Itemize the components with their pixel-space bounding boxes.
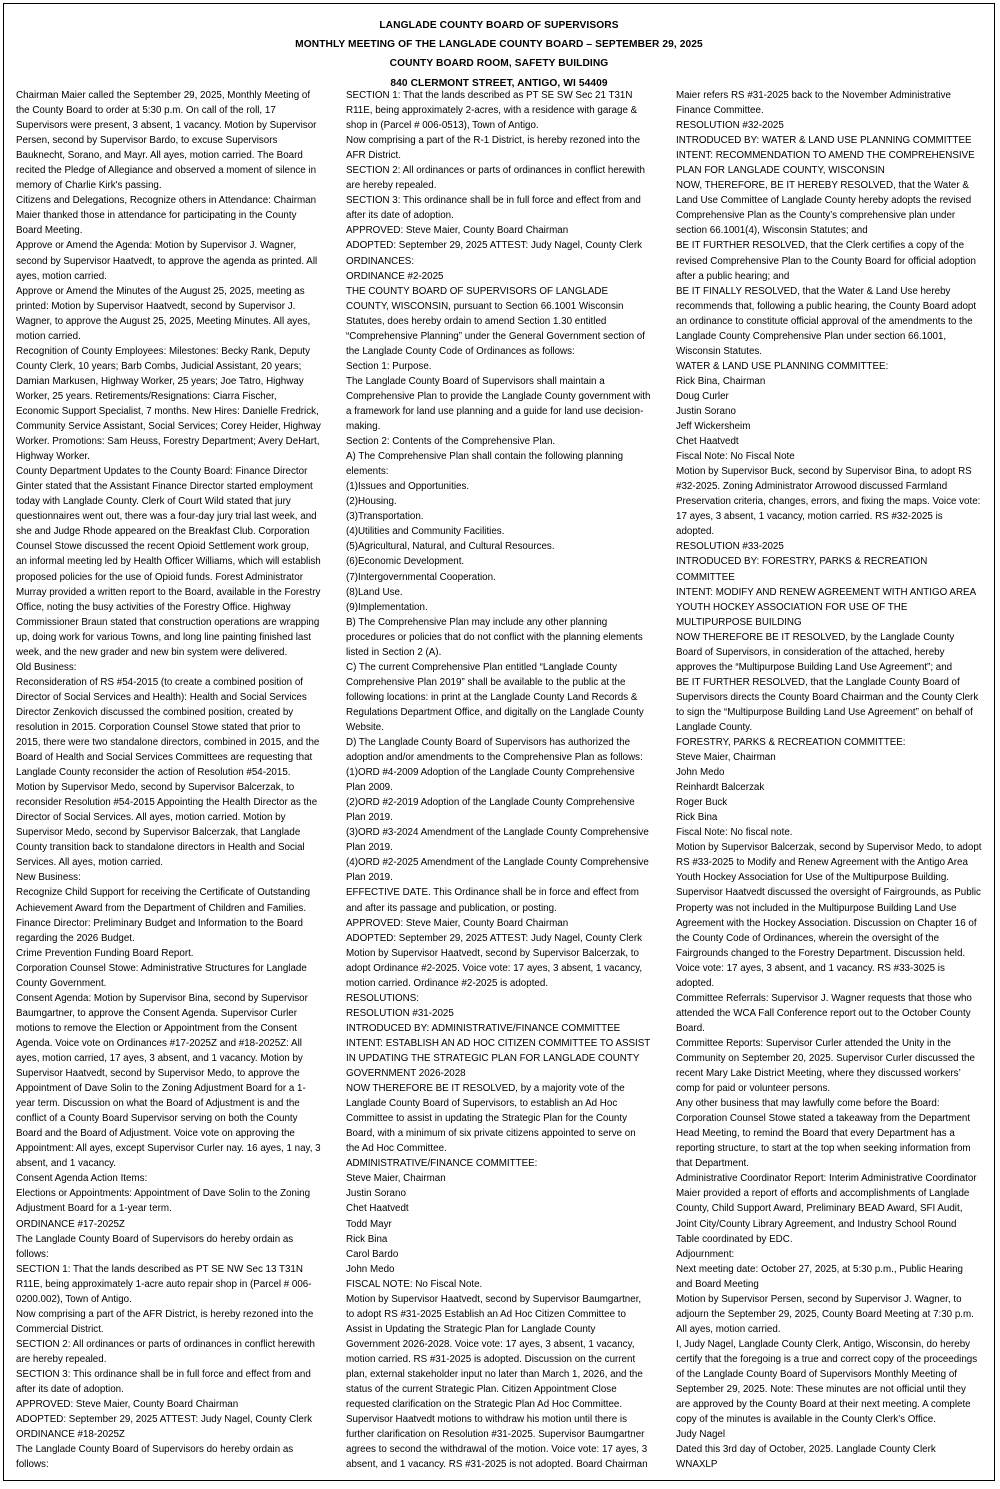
header-line-room: COUNTY BOARD ROOM, SAFETY BUILDING — [389, 58, 609, 70]
minutes-paragraph: Doug Curler — [676, 390, 729, 402]
minutes-paragraph: The Langlade County Board of Supervisors do hereby ordain as follows: — [16, 1444, 294, 1471]
minutes-paragraph: INTENT: ESTABLISH AN AD HOC CITIZEN COMMITTEE TO ASSIST IN UPDATING THE STRATEGIC PLAN FOR LANGLADE COUNTY GOVERNMENT 2026-2028 — [346, 1037, 651, 1080]
minutes-paragraph: (7)Intergovernmental Cooperation. — [346, 571, 496, 583]
minutes-paragraph: Chet Haatvedt — [346, 1203, 409, 1215]
minutes-paragraph: Section 1: Purpose. — [346, 360, 432, 372]
minutes-paragraph: (3)Transportation. — [346, 511, 424, 523]
minutes-paragraph: RESOLUTIONS: — [346, 992, 419, 1004]
minutes-paragraph: Corporation Counsel Stowe: Administrative Structures for Langlade County Government. — [16, 962, 307, 989]
minutes-paragraph: Steve Maier, Chairman — [346, 1173, 446, 1185]
minutes-paragraph: Motion by Supervisor Balcerzak, second by Supervisor Medo, to adopt RS #33-2025 to Modify and Renew Agreement with the Antigo Area Youth Hockey Association for Use of the Multipurpose Building. Supervisor Haatvedt discussed the oversight of Fairgrounds, as Public Property was not included in the Multipurpose Building Land Use Agreement with the Hockey Association. Discussion on Chapter 16 of the County Code of Ordinances, wherein the oversight of the Fairgrounds changed to the Forestry Department. Discussion held. Voice vote: 17 ayes, 3 absent, and 1 vacancy. RS #33-3025 is adopted. — [676, 842, 982, 989]
minutes-paragraph: John Medo — [346, 1263, 395, 1275]
minutes-paragraph: Adjournment: — [676, 1248, 735, 1260]
minutes-paragraph: ADMINISTRATIVE/FINANCE COMMITTEE: — [346, 1158, 538, 1170]
minutes-paragraph: BE IT FURTHER RESOLVED, that the Clerk certifies a copy of the revised Comprehensive Plan to the County Board for official adoption after a public hearing; and — [676, 240, 976, 282]
minutes-paragraph: Consent Agenda: Motion by Supervisor Bina, second by Supervisor Baumgartner, to approve the Consent Agenda. Supervisor Curler motions to remove the Election or Appointment from the Consent Agenda. Voice vote on Ordinances #17-2025Z and #18-2025Z: All ayes, motion carried, 17 ayes, 3 absent, and 1 vacancy. Motion by Supervisor Haatvedt, second by Supervisor Medo, to approve the Appointment of Dave Solin to the Zoning Adjustment Board for a 1-year term. Discussion on what the Board of Adjustment is and the conflict of a County Board Supervisor serving on both the County Board and the Board of Adjustment. Voice vote on approving the Appointment: All ayes, except Supervisor Curler nay. 16 ayes, 1 nay, 3 absent, and 1 vacancy. — [16, 992, 321, 1170]
minutes-paragraph: Reconsideration of RS #54-2015 (to create a combined position of Director of Social Services and Health): Health and Social Services Director Zenkovich discussed the combined position, created by resolution in 2015. Corporation Counsel Stowe stated that prior to 2015, there were two standalone directors, combined in 2015, and the Board of Health and Social Services Committees are requesting that Langlade County reconsider the action of Resolution #54-2015. Motion by Supervisor Medo, second by Supervisor Balcerzak, to reconsider Resolution #54-2015 Appointing the Health Director as the Director of Social Services. All ayes, motion carried. Motion by Supervisor Medo, second by Supervisor Balcerzak, that Langlade County transition back to standalone directors in Health and Social Services. All ayes, motion carried. — [16, 676, 320, 869]
minutes-paragraph: SECTION 3: This ordinance shall be in full force and effect from and after its date of adoption. — [16, 1368, 311, 1396]
minutes-paragraph: INTENT: MODIFY AND RENEW AGREEMENT WITH ANTIGO AREA YOUTH HOCKEY ASSOCIATION FOR USE OF THE MULTIPURPOSE BUILDING — [676, 586, 976, 628]
minutes-paragraph: The Langlade County Board of Supervisors do hereby ordain as follows: — [16, 1233, 294, 1260]
minutes-paragraph: INTENT: RECOMMENDATION TO AMEND THE COMPREHENSIVE PLAN FOR LANGLADE COUNTY, WISCONSIN — [676, 150, 975, 177]
minutes-paragraph: INTRODUCED BY: FORESTRY, PARKS & RECREATION COMMITTEE — [676, 556, 928, 583]
header-line-meeting: MONTHLY MEETING OF THE LANGLADE COUNTY BOARD – SEPTEMBER 29, 2025 — [295, 39, 703, 51]
minutes-paragraph: Approve or Amend the Minutes of the August 25, 2025, meeting as printed: Motion by Supervisor Haatvedt, second by Supervisor J. Wagner, to approve the August 25, 2025, Meeting Minutes. All ayes, motion carried. — [16, 285, 311, 342]
minutes-paragraph: SECTION 1: That the lands described as PT SE NW Sec 13 T31N R11E, being approximately 1-acre auto repair shop in (Parcel # 006-0200.002), Town of Antigo. — [16, 1263, 312, 1305]
minutes-paragraph: ADOPTED: September 29, 2025 ATTEST: Judy Nagel, County Clerk — [346, 932, 643, 944]
minutes-paragraph: Justin Sorano — [346, 1188, 406, 1200]
minutes-paragraph: (2)Housing. — [346, 496, 397, 508]
minutes-paragraph: NOW, THEREFORE, BE IT HEREBY RESOLVED, that the Water & Land Use Committee of Langlade County hereby adopts the revised Comprehensive Plan as the County’s comprehensive plan under section 66.1001(4), Wisconsin Statutes; and — [676, 180, 972, 237]
minutes-paragraph: Chairman Maier called the September 29, 2025, Monthly Meeting of the County Board to order at 5:30 p.m. On call of the roll, 17 Supervisors were present, 3 absent, 1 vacancy. Motion by Supervisor Persen, second by Supervisor Bardo, to excuse Supervisors Bauknecht, Sorano, and Mayr. All ayes, motion carried. The Board recited the Pledge of Allegiance and observed a moment of silence in memory of Charlie Kirk's passing. — [16, 90, 317, 192]
minutes-paragraph: Section 2: Contents of the Comprehensive Plan. — [346, 436, 556, 448]
minutes-paragraph: Judy Nagel — [676, 1429, 726, 1441]
minutes-paragraph: Motion by Supervisor Haatvedt, second by Supervisor Baumgartner, to adopt RS #31-2025 Establish an Ad Hoc Citizen Committee to Assist in Updating the Strategic Plan for Langlade County Government 2026-2028. Voice vote: 17 ayes, 3 absent, 1 vacancy, motion carried. RS #31-2025 is adopted. Discussion on the current plan, external stakeholder input no later than March 1, 2026, and the status of the current Strategic Plan. Citizen Appointment Close requested clarification on the Strategic Plan Ad Hoc Committee. Supervisor Haatvedt motions to withdraw his motion until there is further clarification on Resolution #31-2025. Supervisor Baumgartner agrees to second the withdrawal of the motion. Voice vote: 17 ayes, 3 absent, and 1 vacancy. RS #31-2025 is not adopted. Board Chairman Maier refers RS #31-2025 back to the November Administrative Finance Committee. — [346, 90, 951, 1471]
minutes-paragraph: Fiscal Note: No fiscal note. — [676, 827, 793, 839]
minutes-paragraph: Next meeting date: October 27, 2025, at 5:30 p.m., Public Hearing and Board Meeting — [676, 1263, 963, 1290]
minutes-paragraph: (8)Land Use. — [346, 586, 403, 598]
minutes-paragraph: I, Judy Nagel, Langlade County Clerk, Antigo, Wisconsin, do hereby certify that the foregoing is a true and correct copy of the proceedings of the Langlade County Board of Supervisors Monthly Meeting of September 29, 2025. Note: These minutes are not official until they are approved by the County Board at their next meeting. A complete copy of the minutes is available in the County Clerk’s Office. — [676, 1338, 978, 1426]
minutes-paragraph: ADOPTED: September 29, 2025 ATTEST: Judy Nagel, County Clerk — [346, 240, 643, 252]
minutes-paragraph: INTRODUCED BY: ADMINISTRATIVE/FINANCE COMMITTEE — [346, 1022, 621, 1034]
minutes-paragraph: Dated this 3rd day of October, 2025. Langlade County Clerk — [676, 1444, 936, 1456]
minutes-paragraph: Approve or Amend the Agenda: Motion by Supervisor J. Wagner, second by Supervisor Haatvedt, to approve the agenda as printed. All ayes, motion carried. — [16, 240, 318, 282]
minutes-paragraph: Justin Sorano — [676, 405, 736, 417]
minutes-paragraph: Rick Bina, Chairman — [676, 375, 766, 387]
header-line-address: 840 CLERMONT STREET, ANTIGO, WI 54409 — [390, 77, 608, 89]
minutes-paragraph: SECTION 3: This ordinance shall be in full force and effect from and after its date of adoption. — [346, 195, 641, 222]
minutes-paragraph: Motion by Supervisor Haatvedt, second by Supervisor Balcerzak, to adopt Ordinance #2-2025. Voice vote: 17 ayes, 3 absent, 1 vacancy, motion carried. Ordinance #2-2025 is adopted. — [346, 947, 643, 989]
minutes-paragraph: Consent Agenda Action Items: — [16, 1173, 148, 1185]
minutes-paragraph: EFFECTIVE DATE. This Ordinance shall be in force and effect from and after its passage and publication, or posting. — [346, 887, 639, 914]
minutes-paragraph: BE IT FURTHER RESOLVED, that the Langlade County Board of Supervisors directs the County Board Chairman and the County Clerk to sign the “Multipurpose Building Land Use Agreement” on behalf of Langlade County. — [676, 676, 979, 733]
minutes-paragraph: B) The Comprehensive Plan may include any other planning procedures or policies that do not conflict with the planning elements listed in Section 2 (A). — [346, 616, 643, 658]
minutes-paragraph: ORDINANCE #18-2025Z — [16, 1429, 125, 1441]
minutes-paragraph: ORDINANCE #2-2025 — [346, 270, 444, 282]
minutes-paragraph: C) The current Comprehensive Plan entitled “Langlade County Comprehensive Plan 2019” shall be available to the public at the following locations: in print at the Langlade County Land Records & Regulations Department Office, and digitally on the Langlade County Website. — [346, 661, 644, 733]
minutes-paragraph: Motion by Supervisor Persen, second by Supervisor J. Wagner, to adjourn the September 29, 2025, County Board Meeting at 7:30 p.m. All ayes, motion carried. — [676, 1293, 974, 1335]
minutes-paragraph: Fiscal Note: No Fiscal Note — [676, 451, 795, 463]
minutes-paragraph: Todd Mayr — [346, 1218, 392, 1230]
minutes-paragraph: Citizens and Delegations, Recognize others in Attendance: Chairman Maier thanked those in attendance for participating in the County Board Meeting. — [16, 195, 317, 237]
minutes-paragraph: BE IT FINALLY RESOLVED, that the Water & Land Use hereby recommends that, following a public hearing, the County Board adopt an ordinance to constitute official approval of the amendments to the Langlade County Comprehensive Plan under section 66.1001, Wisconsin Statutes. — [676, 285, 977, 357]
minutes-paragraph: Finance Director: Preliminary Budget and Information to the Board regarding the 2026 Budget. — [16, 917, 303, 944]
minutes-paragraph: (6)Economic Development. — [346, 556, 465, 568]
minutes-paragraph: RESOLUTION #33-2025 — [676, 541, 784, 553]
legal-notice-page — [3, 3, 995, 1481]
minutes-paragraph: (3)ORD #3-2024 Amendment of the Langlade County Comprehensive Plan 2019. — [346, 827, 649, 854]
minutes-paragraph: SECTION 1: That the lands described as PT SE SW Sec 21 T31N R11E, being approximately 2-acres, with a residence with garage & shop in (Parcel # 006-0513), Town of Antigo. — [346, 90, 638, 132]
minutes-paragraph: (5)Agricultural, Natural, and Cultural Resources. — [346, 541, 555, 553]
minutes-paragraph: NOW THEREFORE BE IT RESOLVED, by the Langlade County Board of Supervisors, in consideration of the attached, hereby approves the “Multipurpose Building Land Use Agreement”; and — [676, 631, 955, 673]
minutes-paragraph: Administrative Coordinator Report: Interim Administrative Coordinator Maier provided a report of efforts and accomplishments of Langlade County, Child Support Award, Preliminary BEAD Award, SFI Audit, Joint City/County Library Agreement, and Industry School Round Table coordinated by EDC. — [676, 1173, 977, 1245]
minutes-paragraph: (9)Implementation. — [346, 601, 428, 613]
minutes-paragraph: FORESTRY, PARKS & RECREATION COMMITTEE: — [676, 737, 906, 749]
minutes-paragraph: Steve Maier, Chairman — [676, 752, 776, 764]
minutes-paragraph: Elections or Appointments: Appointment of Dave Solin to the Zoning Adjustment Board for a 1-year term. — [16, 1188, 311, 1215]
minutes-paragraph: New Business: — [16, 872, 81, 884]
minutes-paragraph: Recognition of County Employees: Milestones: Becky Rank, Deputy County Clerk, 10 years; Barb Combs, Judicial Assistant, 20 years; Damian Markusen, Highway Worker, 25 years; Joe Tatro, Highway Worker, 25 years. Retirements/Resignations: Ciarra Fischer, Economic Support Specialist, 7 months. New Hires: Danielle Fredrick, Community Service Assistant, Social Services; Corey Heider, Highway Worker. Promotions: Sam Heuss, Forestry Department; Avery DeHart, Highway Worker. — [16, 345, 321, 463]
minutes-paragraph: APPROVED: Steve Maier, County Board Chairman — [346, 225, 569, 237]
minutes-paragraph: John Medo — [676, 767, 725, 779]
minutes-paragraph: NOW THEREFORE BE IT RESOLVED, by a majority vote of the Langlade County Board of Supervisors, to establish an Ad Hoc Committee to assist in updating the Strategic Plan for the County Board, with a minimum of six private citizens appointed to serve on the Ad Hoc Committee. — [346, 1083, 636, 1155]
minutes-paragraph: Committee Referrals: Supervisor J. Wagner requests that those who attended the WCA Fall Conference report out to the October County Board. — [676, 992, 972, 1034]
minutes-paragraph: Motion by Supervisor Buck, second by Supervisor Bina, to adopt RS #32-2025. Zoning Administrator Arrowood discussed Farmland Preservation criteria, changes, errors, and fixing the maps. Voice vote: 17 ayes, 3 absent, 1 vacancy, motion carried. RS #32-2025 is adopted. — [676, 466, 981, 538]
minutes-paragraph: RESOLUTION #32-2025 — [676, 120, 784, 132]
minutes-paragraph: D) The Langlade County Board of Supervisors has authorized the adoption and/or amendments to the Comprehensive Plan as follows: — [346, 737, 643, 764]
minutes-paragraph: (4)Utilities and Community Facilities. — [346, 526, 505, 538]
minutes-paragraph: A) The Comprehensive Plan shall contain the following planning elements: — [346, 451, 624, 478]
minutes-paragraph: Committee Reports: Supervisor Curler attended the Unity in the Community on September 20, 2025. Supervisor Curler discussed the recent Mary Lake District Meeting, where they discussed workers’ comp for paid or volunteer persons. — [676, 1037, 975, 1095]
minutes-paragraph: SECTION 2: All ordinances or parts of ordinances in conflict herewith are hereby repealed. — [346, 165, 645, 192]
notice-header — [4, 4, 994, 93]
minutes-paragraph: Crime Prevention Funding Board Report. — [16, 947, 194, 959]
minutes-paragraph: (1)Issues and Opportunities. — [346, 481, 470, 493]
minutes-paragraph: ORDINANCES: — [346, 255, 415, 267]
minutes-paragraph: ORDINANCE #17-2025Z — [16, 1218, 125, 1230]
header-line-board: LANGLADE COUNTY BOARD OF SUPERVISORS — [379, 20, 619, 31]
minutes-paragraph: INTRODUCED BY: WATER & LAND USE PLANNING COMMITTEE — [676, 135, 972, 147]
minutes-paragraph: (1)ORD #4-2009 Adoption of the Langlade County Comprehensive Plan 2009. — [346, 767, 635, 794]
minutes-paragraph: Now comprising a part of the AFR District, is hereby rezoned into the Commercial District. — [16, 1308, 314, 1335]
minutes-paragraph: APPROVED: Steve Maier, County Board Chairman — [346, 917, 569, 929]
minutes-paragraph: THE COUNTY BOARD OF SUPERVISORS OF LANGLADE COUNTY, WISCONSIN, pursuant to Section 66.1001 Wisconsin Statutes, does hereby ordain to amend Section 1.30 entitled “Comprehensive Planning” under the General Government section of the Langlade County Code of Ordinances as follows: — [346, 285, 645, 357]
minutes-paragraph: The Langlade County Board of Supervisors shall maintain a Comprehensive Plan to provide the Langlade County government with a framework for land use planning and a guide for land use decision-making. — [346, 375, 651, 433]
minutes-paragraph: Chet Haatvedt — [676, 436, 739, 448]
minutes-paragraph: County Department Updates to the County Board: Finance Director Ginter stated that the Assistant Finance Director started employment today with Langlade County. Clerk of Court Wild stated that jury questionnaires went out, there was a four-day jury trial last week, and she and Judge Rhode appeared on the Breakfast Club. Corporation Counsel Stowe discussed the recent Opioid Settlement work group, an informal meeting led by Health Officer Williams, which will establish proposed policies for the use of Opioid funds. Forest Administrator Murray provided a written report to the Board, available in the Forestry Office, noting the busy activities of the Forestry Office. Highway Commissioner Braun stated that construction operations are wrapping up, doing work for various Towns, and long line painting finished last week, and the new grader and new bin system were delivered. — [16, 466, 321, 658]
minutes-paragraph: Carol Bardo — [346, 1248, 399, 1260]
minutes-paragraph: Now comprising a part of the R-1 District, is hereby rezoned into the AFR District. — [346, 135, 641, 162]
minutes-paragraph: FISCAL NOTE: No Fiscal Note. — [346, 1278, 483, 1290]
minutes-paragraph: Jeff Wickersheim — [676, 421, 751, 433]
minutes-paragraph: Any other business that may lawfully come before the Board: Corporation Counsel Stowe stated a takeaway from the Department Head Meeting, to remind the Board that every Department has a reporting structure, to start at the top when seeking information from that Department. — [676, 1098, 971, 1170]
minutes-paragraph: (2)ORD #2-2019 Adoption of the Langlade County Comprehensive Plan 2019. — [346, 797, 635, 824]
minutes-paragraph: SECTION 2: All ordinances or parts of ordinances in conflict herewith are hereby repealed. — [16, 1338, 315, 1365]
minutes-paragraph: Rick Bina — [346, 1233, 388, 1245]
minutes-paragraph: ADOPTED: September 29, 2025 ATTEST: Judy Nagel, County Clerk — [16, 1414, 313, 1426]
minutes-paragraph: (4)ORD #2-2025 Amendment of the Langlade County Comprehensive Plan 2019. — [346, 857, 649, 884]
minutes-body — [16, 88, 982, 1476]
minutes-paragraph: Recognize Child Support for receiving the Certificate of Outstanding Achievement Award from the Department of Children and Families. — [16, 887, 311, 914]
minutes-paragraph: WNAXLP — [676, 1459, 718, 1471]
minutes-paragraph: APPROVED: Steve Maier, County Board Chairman — [16, 1399, 239, 1411]
minutes-paragraph: RESOLUTION #31-2025 — [346, 1007, 454, 1019]
minutes-paragraph: WATER & LAND USE PLANNING COMMITTEE: — [676, 360, 889, 372]
minutes-paragraph: Old Business: — [16, 661, 77, 673]
minutes-paragraph: Reinhardt Balcerzak — [676, 782, 765, 794]
minutes-paragraph: Roger Buck — [676, 797, 728, 809]
minutes-paragraph: Rick Bina — [676, 812, 718, 824]
